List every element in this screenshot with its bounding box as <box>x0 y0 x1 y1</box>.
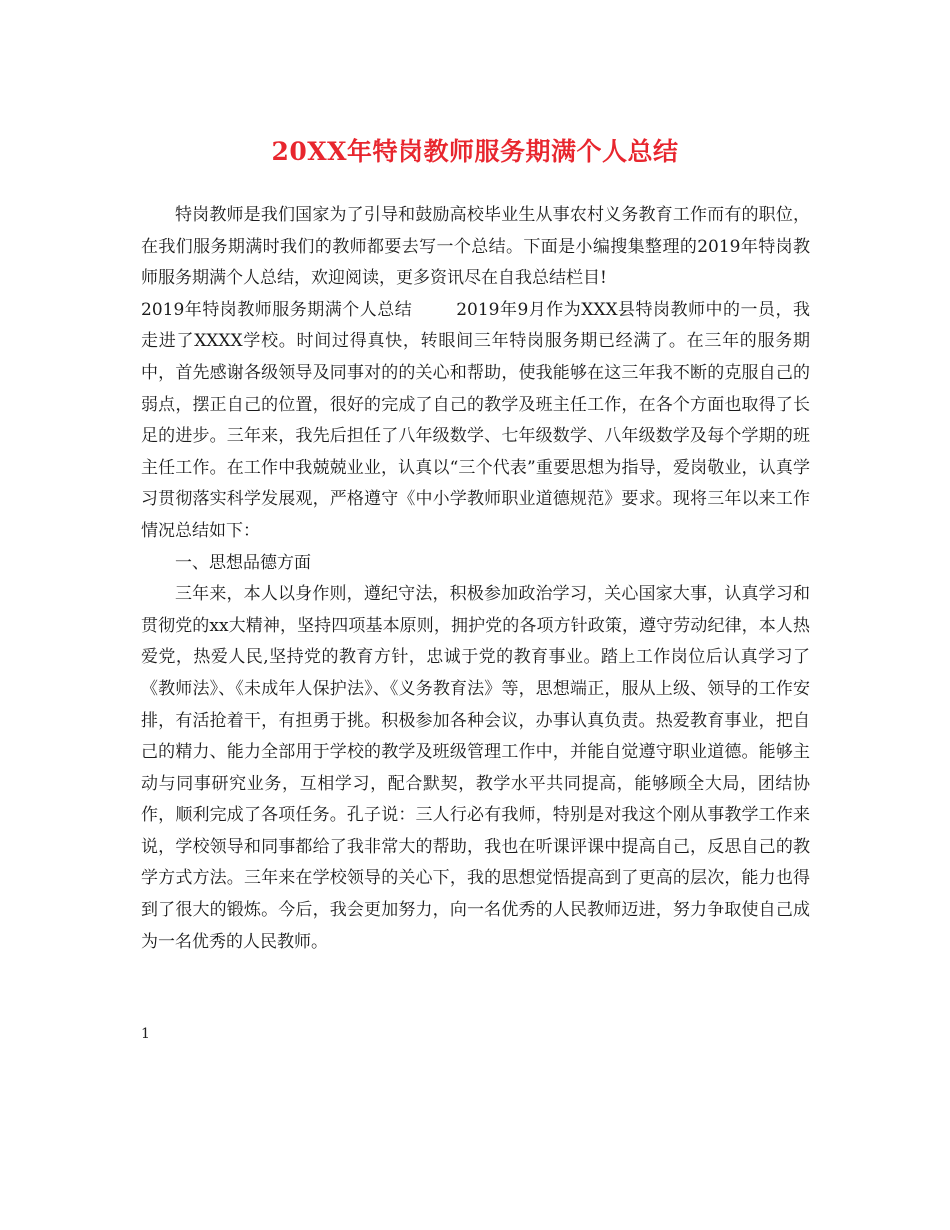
section-body: 三年来，本人以身作则，遵纪守法，积极参加政治学习，关心国家大事，认真学习和贯彻党的xx大精神，坚持四项基本原则，拥护党的各项方针政策，遵守劳动纪律，本人热爱党，热爱人民,坚持党的教育方针，忠诚于党的教育事业。踏上工作岗位后认真学习了《教师法》、《未成年人保护法》、《义务教育法》等，思想端正，服从上级、领导的工作安排，有活抢着干，有担勇于挑。积极参加各种会议，办事认真负责。热爱教育事业，把自己的精力、能力全部用于学校的教学及班级管理工作中，并能自觉遵守职业道德。能够主动与同事研究业务，互相学习，配合默契，教学水平共同提高，能够顾全大局，团结协作，顺利完成了各项任务。孔子说：三人行必有我师，特别是对我这个刚从事教学工作来说，学校领导和同事都给了我非常大的帮助，我也在听课评课中提高自己，反思自己的教学方式方法。三年来在学校领导的关心下，我的思想觉悟提高到了更高的层次，能力也得到了很大的锻炼。今后，我会更加努力，向一名优秀的人民教师迈进，努力争取使自己成为一名优秀的人民教师。 <box>141 584 810 952</box>
sub-heading-paragraph <box>141 295 810 548</box>
opening-paragraph: 2019年9月作为XXX县特岗教师中的一员，我走进了XXXX学校。时间过得真快，转眼间三年特岗服务期已经满了。在三年的服务期中，首先感谢各级领导及同事对的的关心和帮助，使我能够在这三年我不断的克服自己的弱点，摆正自己的位置，很好的完成了自己的教学及班主任工作，在各个方面也取得了长足的进步。三年来，我先后担任了八年级数学、七年级数学、八年级数学及每个学期的班主任工作。在工作中我兢兢业业，认真以“三个代表”重要思想为指导，爱岗敬业，认真学习贯彻落实科学发展观，严格遵守《中小学教师职业道德规范》要求。现将三年以来工作情况总结如下： <box>141 299 811 541</box>
page-number: 1 <box>141 1026 150 1042</box>
document-title: 20XX年特岗教师服务期满个人总结 <box>271 137 679 166</box>
section-heading: 一、思想品德方面 <box>175 552 311 573</box>
intro-paragraph: 特岗教师是我们国家为了引导和鼓励高校毕业生从事农村义务教育工作而有的职位，在我们服务期满时我们的教师都要去写一个总结。下面是小编搜集整理的2019年特岗教师服务期满个人总结，欢迎阅读，更多资讯尽在自我总结栏目! <box>141 205 810 289</box>
sub-heading: 2019年特岗教师服务期满个人总结 <box>141 299 413 320</box>
document-body <box>141 200 810 958</box>
